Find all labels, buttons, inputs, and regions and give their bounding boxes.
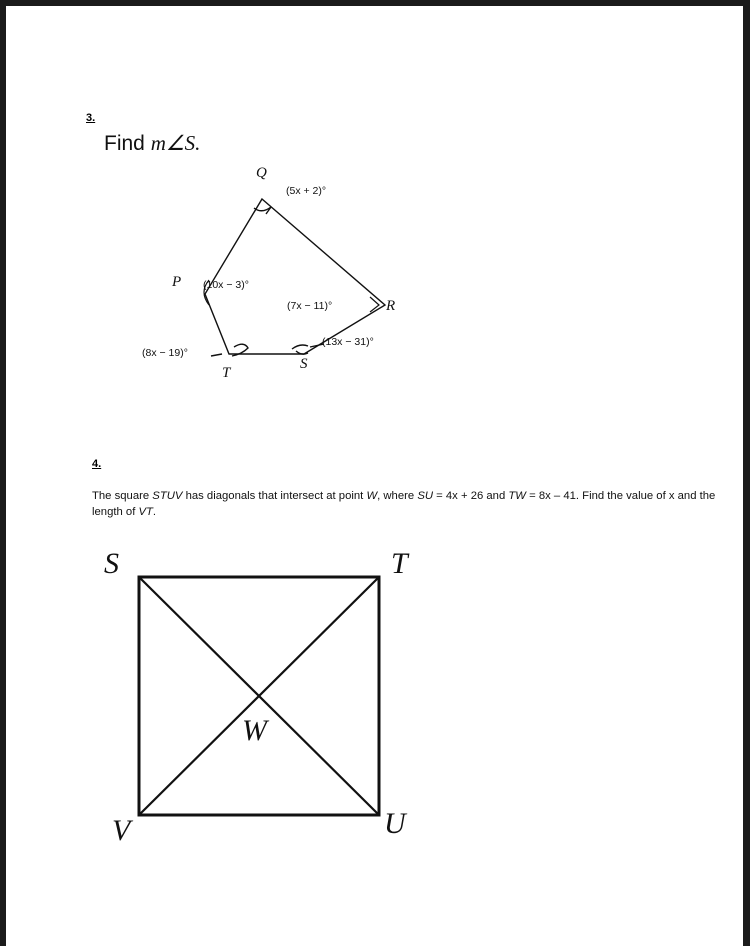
text-part: has diagonals that intersect at point bbox=[182, 490, 367, 502]
worksheet-page bbox=[6, 6, 743, 946]
text-square-name: STUV bbox=[152, 490, 183, 502]
text-part: = 8x – 41. Find the value of x and the length of bbox=[92, 490, 716, 518]
vertex-p-label: P bbox=[172, 274, 182, 290]
problem-3-number: 3. bbox=[86, 112, 96, 124]
prompt-math: m∠S. bbox=[150, 131, 201, 155]
text-part: = 4x + 26 and bbox=[433, 490, 509, 502]
point-w-label: W bbox=[242, 714, 267, 747]
problem-4-number: 4. bbox=[92, 458, 102, 470]
angle-p-label: (10x − 3)° bbox=[203, 279, 249, 291]
vertex-v-square-label: V bbox=[112, 814, 131, 847]
angle-q-label: (5x + 2)° bbox=[286, 185, 327, 197]
angle-r-label: (7x − 11)° bbox=[287, 300, 333, 312]
text-part: . bbox=[152, 506, 157, 518]
vertex-u-square-label: U bbox=[384, 807, 406, 840]
pentagon-shape bbox=[205, 199, 385, 354]
vertex-s-label: S bbox=[300, 356, 308, 372]
vertex-t-label: T bbox=[222, 365, 231, 381]
pentagon-diagram bbox=[6, 6, 743, 946]
text-point-name: W bbox=[366, 490, 378, 502]
angle-t-label: (8x − 19)° bbox=[142, 347, 188, 359]
prompt-text: Find bbox=[104, 132, 151, 155]
angle-s-label: (13x − 31)° bbox=[322, 336, 374, 348]
angle-mark-s bbox=[292, 344, 324, 354]
problem-4-text bbox=[92, 488, 732, 520]
vertex-q-label: Q bbox=[256, 165, 267, 181]
text-segment-su: SU bbox=[417, 490, 434, 502]
text-part: , where bbox=[377, 490, 418, 502]
text-segment-tw: TW bbox=[508, 490, 526, 502]
vertex-s-square-label: S bbox=[104, 547, 119, 580]
text-segment-vt: VT bbox=[138, 506, 153, 518]
text-part: The square bbox=[92, 490, 153, 502]
vertex-r-label: R bbox=[386, 298, 396, 314]
vertex-t-square-label: T bbox=[391, 547, 408, 580]
